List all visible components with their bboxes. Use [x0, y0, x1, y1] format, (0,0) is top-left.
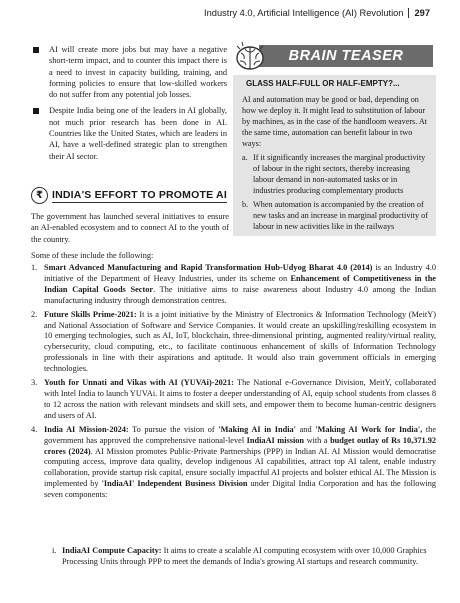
brain-teaser-header	[233, 40, 436, 74]
square-bullet-icon	[33, 108, 39, 114]
item-label: b.	[242, 200, 249, 209]
running-header	[204, 8, 430, 18]
brain-icon	[233, 40, 267, 74]
brain-teaser-body	[233, 75, 436, 236]
initiative-text: is an Industry 4.0 initiative of the Department of Heavy Industries, under its scheme on	[44, 263, 436, 283]
bullet-list	[31, 44, 227, 162]
component-item	[52, 546, 446, 568]
brain-teaser-title: BRAIN TEASER	[259, 45, 433, 67]
initiative-text: the government has approved the comprehensive national-level	[44, 424, 436, 445]
initiative-item	[31, 263, 436, 307]
item-text: When automation is accompanied by the creation of new tasks and an increase in marginal productivity of labour in new activities like in the railways	[253, 200, 428, 231]
running-title: Industry 4.0, Artificial Intelligence (AI) Revolution	[204, 8, 404, 18]
section-heading	[31, 187, 227, 204]
emphasis-text: 'IndiaAI' Independent Business Division	[101, 479, 248, 489]
emphasis-text: 'Making AI in India'	[218, 424, 296, 434]
emphasis-text: IndiaAI mission	[246, 435, 305, 445]
item-text: If it significantly increases the marginal productivity of labour in the right sectors, thereby increasing labour demand in non-automated tasks or in industries producing complementary products	[253, 153, 426, 195]
brain-teaser-list	[242, 152, 428, 232]
emphasis-text: 'Making AI Work for India',	[315, 424, 423, 434]
initiative-text: and	[296, 424, 316, 434]
section-intro: The government has launched several initiatives to ensure an AI-enabled ecosystem and to connect AI to the youth of the country.	[31, 212, 229, 244]
emphasis-text: Enhancement of Competitiveness in the Indian Capital Goods Sector	[44, 273, 436, 294]
component-name: IndiaAI Compute Capacity:	[62, 546, 162, 555]
brain-teaser-item	[242, 152, 428, 196]
initiative-text: It is a joint initiative by the Ministry of Electronics & Information Technology (MeitY) and National Association of Software and Service Companies. It would create an upskilling/reskilling ecosystem in 10 emerging technologies, such as AI, IoT, blockchain, three-dimensional printing, augmented reality/virtual reality, cybersecurity, cloud computing, etc., to facilitate continuous enhancement of skills of Information Technology professionals in line with their aspirations and aptitude. It would also train government officials in emerging technologies.	[44, 309, 436, 374]
initiative-text: under Digital India Corporation and has the following seven components:	[44, 479, 436, 500]
rupee-icon: ₹	[31, 187, 48, 204]
item-number: 4.	[31, 424, 38, 434]
initiative-text: The National e-Governance Division, MeitY, collaborated with Intel India to launch YUVAi. It aims to foster a deeper understanding of AI, equip school students from classes 8 to 12 across the nation with relevant mindsets and skill sets, and empower them to become human-centric designers and users of AI.	[44, 378, 436, 420]
left-column	[31, 44, 227, 167]
initiative-item	[31, 378, 436, 422]
bullet-text: AI will create more jobs but may have a negative short-term impact, and to counter this impact there is a need to invest in capacity building, training, and forming policies to ensure that low-skilled workers do not suffer from any potential job losses.	[49, 45, 227, 100]
initiative-item	[31, 425, 436, 501]
item-label: a.	[242, 153, 248, 162]
emphasis-text: budget outlay of Rs 10,371.92 crores (2024)	[44, 435, 437, 456]
initiative-text: To pursue the vision of	[128, 424, 219, 434]
initiative-item	[31, 310, 436, 375]
initiative-name: India AI Mission-2024:	[44, 424, 129, 434]
section-title: INDIA'S EFFORT TO PROMOTE AI	[52, 188, 227, 201]
brain-teaser-subtitle: GLASS HALF-FULL OR HALF-EMPTY?...	[246, 79, 400, 88]
brain-teaser-intro: AI and automation may be good or bad, depending on how we deploy it. It might lead to substitution of labour by machines, as in the case of the handloom weavers. At the same time, automation can benefit labour in two ways:	[242, 95, 428, 148]
square-bullet-icon	[33, 47, 39, 53]
initiative-name: Smart Advanced Manufacturing and Rapid Transformation Hub-Udyog Bharat 4.0 (2014)	[44, 263, 373, 272]
initiative-text: with a	[304, 435, 331, 445]
item-number: 1.	[31, 263, 38, 272]
item-number: 2.	[31, 309, 38, 319]
item-number: 3.	[31, 378, 38, 388]
initiatives-list	[31, 263, 436, 504]
item-number: i.	[52, 546, 57, 555]
bullet-item	[31, 105, 227, 161]
initiative-name: Youth for Unnati and Vikas with AI (YUVAi)-2021:	[44, 378, 234, 388]
initiative-text: . AI Mission promotes Public-Private Partnerships (PPP) in Indian AI. AI Mission would democratise computing access, improve data quality, develop indigenous AI capabilities, attract top AI talent, enable industry collaboration, provide startup risk capital, ensure socially impactful AI projects and bolster ethical AI. The Mission is implemented by	[44, 446, 436, 489]
brain-teaser-item	[242, 199, 428, 232]
component-text: It aims to create a scalable AI computing ecosystem with over 10,000 Graphics Processing Units through PPP to meet the demands of India's growing AI startups and research community.	[62, 546, 427, 566]
list-lead-in: Some of these include the following:	[31, 251, 154, 260]
page-number: 297	[408, 8, 430, 18]
initiative-text: . The initiative aims to raise awareness about Industry 4.0 among the Indian manufacturing industry through demonstration centres.	[44, 284, 436, 305]
bullet-item	[31, 44, 227, 100]
initiative-name: Future Skills Prime-2021:	[44, 309, 137, 319]
bullet-text: Despite India being one of the leaders in AI globally, not much prior research has been done in AI. Countries like the United States, which are leaders in AI, have a well-defined strategic plan to strengthen their AI sector.	[49, 106, 227, 161]
brain-teaser-box	[233, 40, 436, 236]
